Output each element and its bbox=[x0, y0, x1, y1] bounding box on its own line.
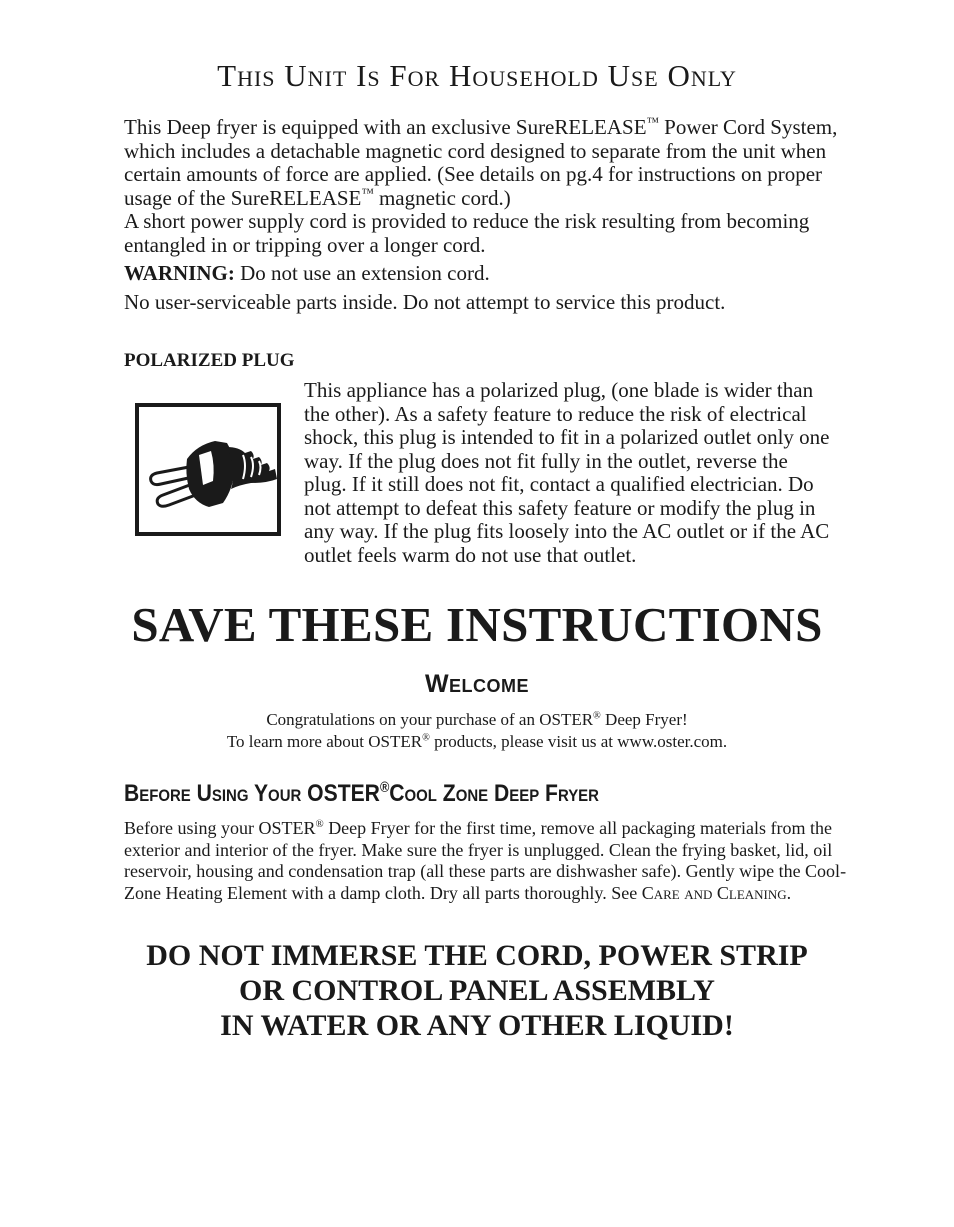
warning-label: WARNING: bbox=[124, 261, 235, 285]
short-cord-text: A short power supply cord is provided to reduce the risk resulting from becoming entangled in or tripping over a longer cord. bbox=[124, 209, 810, 257]
congrats-line: Congratulations on your purchase of an OSTER® Deep Fryer! bbox=[266, 710, 688, 729]
before-using-heading: Before Using Your OSTER®Cool Zone Deep Fryer bbox=[124, 780, 599, 807]
learn-more-line: To learn more about OSTER® products, please visit us at www.oster.com. bbox=[226, 732, 728, 751]
care-and-cleaning-ref: Care and Cleaning bbox=[641, 882, 787, 903]
no-user-serviceable-text: No user-serviceable parts inside. Do not attempt to service this product. bbox=[124, 290, 726, 314]
before-using-text: Before using your OSTER® Deep Fryer for the first time, remove all packaging materials from the exterior and interior of the fryer. Make sure the fryer is unplugged. Clean the frying basket, lid, oil reservoir, housing and condensation trap (all these parts are dishwasher safe). Gently wipe the Cool-Zone Heating Element with a damp cloth. Dry all parts thoroughly. See Care and Cleaning. bbox=[124, 818, 847, 903]
page-title: This Unit Is For Household Use Only bbox=[217, 58, 737, 93]
save-instructions-heading: SAVE THESE INSTRUCTIONS bbox=[131, 597, 823, 652]
welcome-heading: Welcome bbox=[424, 670, 530, 698]
welcome-text bbox=[0, 709, 954, 753]
plug-icon bbox=[135, 403, 281, 536]
do-not-immerse-warning: DO NOT IMMERSE THE CORD, POWER STRIP OR CONTROL PANEL ASSEMBLY IN WATER OR ANY OTHER LIQUID! bbox=[146, 939, 808, 1042]
polarized-plug-text: This appliance has a polarized plug, (one blade is wider than the other). As a safety feature to reduce the risk of electrical shock, this plug is intended to fit in a polarized outlet only one way. If the plug does not fit fully in the outlet, reverse the plug. If it still does not fit, contact a qualified electrician. Do not attempt to defeat this safety feature or modify the plug in any way. If the plug fits loosely into the AC outlet or if the AC outlet feels warm do not use that outlet. bbox=[304, 378, 830, 567]
polarized-plug-heading: POLARIZED PLUG bbox=[124, 350, 295, 371]
warning-line: WARNING: Do not use an extension cord. bbox=[124, 261, 490, 285]
intro-paragraph: This Deep fryer is equipped with an exclusive SureRELEASE™ Power Cord System, which includes a detachable magnetic cord designed to separate from the unit when certain amounts of force are applied. (See details on pg.4 for instructions on proper usage of the SureRELEASE™ magnetic cord.) A short power supply cord is provided to reduce the risk resulting from becoming entangled in or tripping over a longer cord. bbox=[124, 115, 838, 257]
